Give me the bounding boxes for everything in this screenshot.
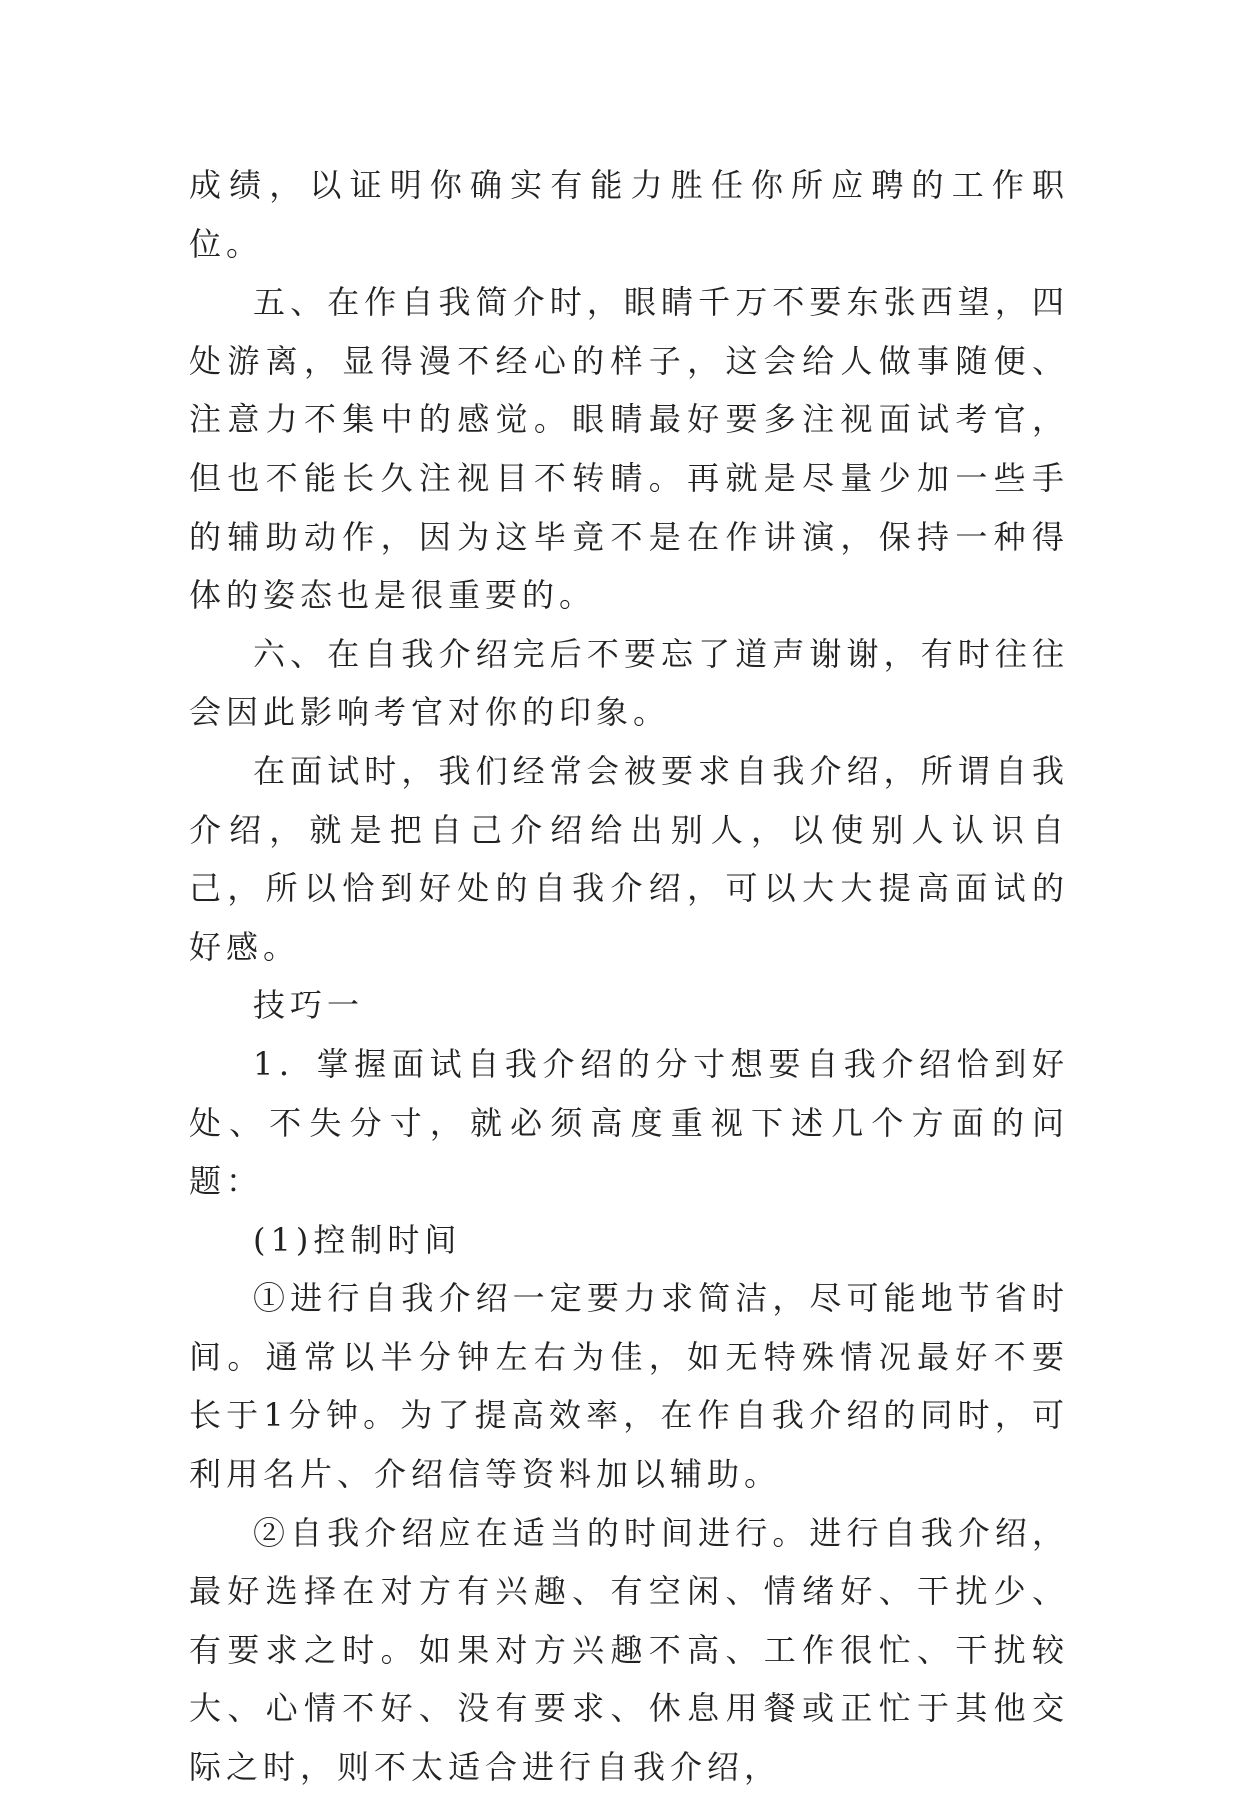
section-heading-tip-one: 技巧一 xyxy=(253,986,365,1025)
paragraph-eye-contact: 五、在作自我简介时，眼睛千万不要东张西望，四处游离，显得漫不经心的样子，这会给人做事随便、注意力不集中的感觉。眼睛最好要多注视面试考官，但也不能长久注视目不转睛。再就是尽量少加一些手的辅助动作，因为这毕竟不是在作讲演，保持一种得体的姿态也是很重要的。 xyxy=(189,283,1069,615)
paragraph-self-intro-definition: 在面试时，我们经常会被要求自我介绍，所谓自我介绍，就是把自己介绍给出别人，以使别人认识自己，所以恰到好处的自我介绍，可以大大提高面试的好感。 xyxy=(189,751,1069,966)
paragraph-continuation: 成绩，以证明你确实有能力胜任你所应聘的工作职位。 xyxy=(189,166,1069,263)
paragraph-say-thanks: 六、在自我介绍完后不要忘了道声谢谢，有时往往会因此影响考官对你的印象。 xyxy=(189,634,1069,732)
paragraph-circled-point-2: ②自我介绍应在适当的时间进行。进行自我介绍，最好选择在对方有兴趣、有空闲、情绪好、干扰少、有要求之时。如果对方兴趣不高、工作很忙、干扰较大、心情不好、没有要求、休息用餐或正忙于其他交际之时，则不太适合进行自我介绍， xyxy=(189,1513,1069,1787)
document-body xyxy=(189,156,1069,1797)
paragraph-circled-point-1: ①进行自我介绍一定要力求简洁，尽可能地节省时间。通常以半分钟左右为佳，如无特殊情况最好不要长于1分钟。为了提高效率，在作自我介绍的同时，可利用名片、介绍信等资料加以辅助。 xyxy=(189,1279,1069,1494)
paragraph-numbered-point-1: 1．掌握面试自我介绍的分寸想要自我介绍恰到好处、不失分寸，就必须高度重视下述几个方面的问题： xyxy=(189,1044,1069,1201)
subheading-control-time: (1)控制时间 xyxy=(253,1220,462,1259)
